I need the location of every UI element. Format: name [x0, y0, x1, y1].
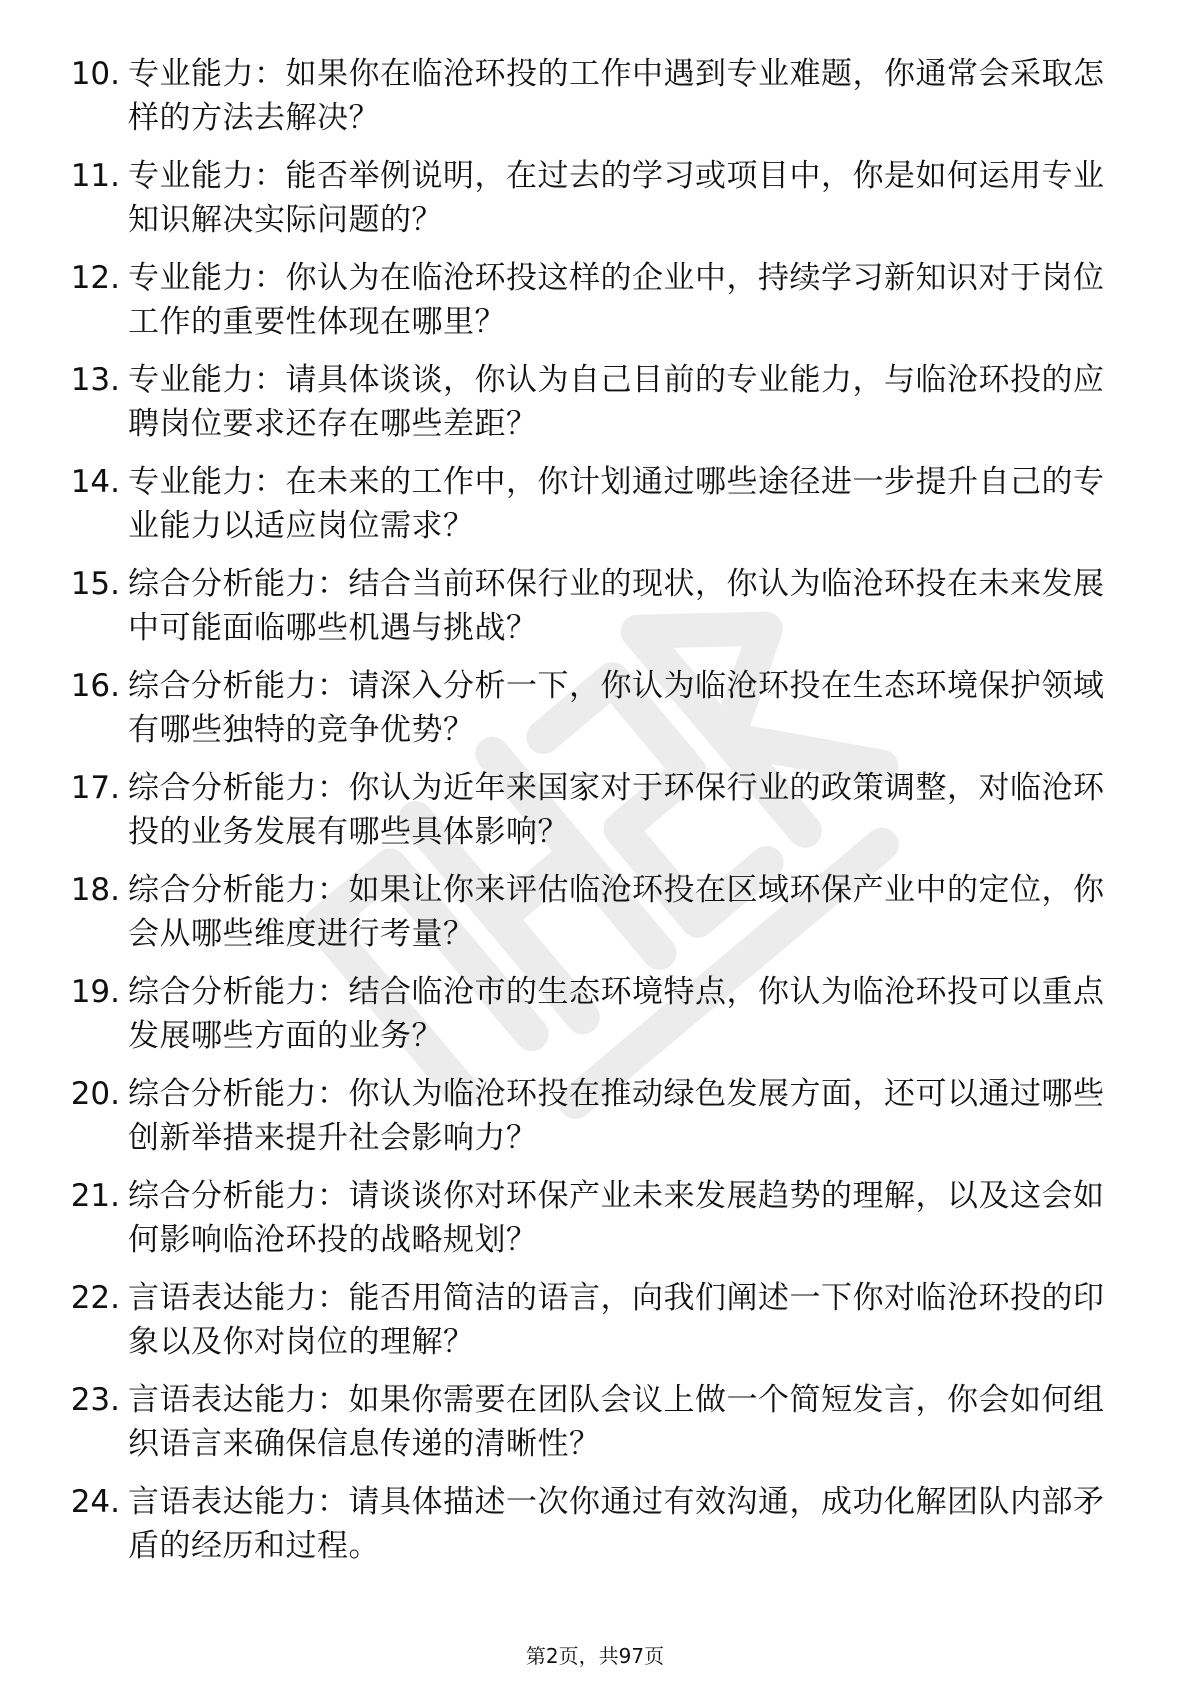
question-item: [58, 1276, 1118, 1378]
question-number: 23.: [70, 1382, 120, 1418]
question-number: 20.: [70, 1076, 120, 1112]
question-text: 综合分析能力：请谈谈你对环保产业未来发展趋势的理解，以及这会如何影响临沧环投的战略规划？: [128, 1178, 1105, 1258]
question-item: [58, 868, 1118, 970]
question-number: 10.: [70, 56, 120, 92]
question-text: 综合分析能力：请深入分析一下，你认为临沧环投在生态环境保护领域有哪些独特的竞争优势？: [128, 668, 1105, 748]
question-item: [58, 52, 1118, 154]
question-text: 言语表达能力：请具体描述一次你通过有效沟通，成功化解团队内部矛盾的经历和过程。: [128, 1484, 1105, 1564]
question-number: 18.: [70, 872, 120, 908]
question-text: 综合分析能力：结合临沧市的生态环境特点，你认为临沧环投可以重点发展哪些方面的业务？: [128, 974, 1105, 1054]
question-item: [58, 1378, 1118, 1480]
question-number: 14.: [70, 464, 120, 500]
question-list: [58, 52, 1118, 1582]
question-number: 16.: [70, 668, 120, 704]
question-number: 11.: [70, 158, 120, 194]
question-number: 21.: [70, 1178, 120, 1214]
question-number: 24.: [70, 1484, 120, 1520]
question-text: 言语表达能力：能否用简洁的语言，向我们阐述一下你对临沧环投的印象以及你对岗位的理解？: [128, 1280, 1105, 1360]
question-text: 综合分析能力：结合当前环保行业的现状，你认为临沧环投在未来发展中可能面临哪些机遇与挑战？: [128, 566, 1105, 646]
question-number: 12.: [70, 260, 120, 296]
question-text: 综合分析能力：你认为近年来国家对于环保行业的政策调整，对临沧环投的业务发展有哪些具体影响？: [128, 770, 1105, 850]
question-item: [58, 154, 1118, 256]
question-text: 综合分析能力：如果让你来评估临沧环投在区域环保产业中的定位，你会从哪些维度进行考量？: [128, 872, 1105, 952]
question-item: [58, 562, 1118, 664]
question-item: [58, 766, 1118, 868]
question-text: 专业能力：请具体谈谈，你认为自己目前的专业能力，与临沧环投的应聘岗位要求还存在哪些差距？: [128, 362, 1105, 442]
question-item: [58, 1072, 1118, 1174]
question-text: 专业能力：能否举例说明，在过去的学习或项目中，你是如何运用专业知识解决实际问题的？: [128, 158, 1105, 238]
question-item: [58, 970, 1118, 1072]
question-number: 15.: [70, 566, 120, 602]
question-text: 言语表达能力：如果你需要在团队会议上做一个简短发言，你会如何组织语言来确保信息传递的清晰性？: [128, 1382, 1105, 1462]
page-number-footer: 第2页，共97页: [525, 1644, 665, 1668]
question-item: [58, 664, 1118, 766]
question-text: 专业能力：如果你在临沧环投的工作中遇到专业难题，你通常会采取怎样的方法去解决？: [128, 56, 1105, 136]
question-number: 13.: [70, 362, 120, 398]
question-text: 专业能力：在未来的工作中，你计划通过哪些途径进一步提升自己的专业能力以适应岗位需求？: [128, 464, 1105, 544]
question-number: 19.: [70, 974, 120, 1010]
question-item: [58, 1480, 1118, 1582]
question-item: [58, 256, 1118, 358]
question-text: 专业能力：你认为在临沧环投这样的企业中，持续学习新知识对于岗位工作的重要性体现在哪里？: [128, 260, 1105, 340]
question-item: [58, 358, 1118, 460]
question-text: 综合分析能力：你认为临沧环投在推动绿色发展方面，还可以通过哪些创新举措来提升社会影响力？: [128, 1076, 1105, 1156]
question-number: 17.: [70, 770, 120, 806]
question-item: [58, 1174, 1118, 1276]
question-number: 22.: [70, 1280, 120, 1316]
question-item: [58, 460, 1118, 562]
